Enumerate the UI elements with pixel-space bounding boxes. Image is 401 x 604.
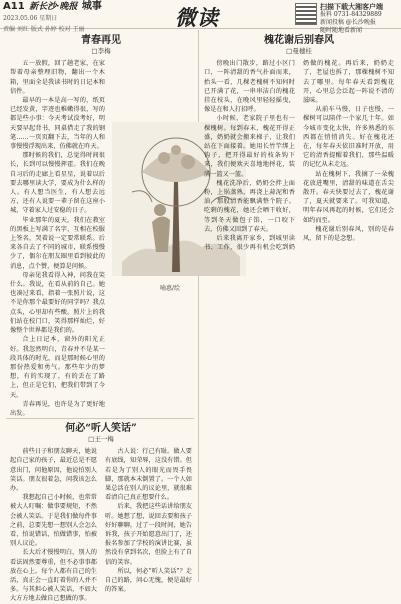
paragraph: 后来，我把这些话讲给朋友听。她想了想，说回去要和孩子好好聊聊。过了一段时间，她告诉我，孩子开始愿意出门了，还报名参加了学校的演讲比赛，虽然没有拿到名次，但脸上有了自信的笑容。	[105, 503, 192, 566]
paragraph: 后来我离开家乡，到城里读书、工作，很少再有机会吃到奶奶做的槐花。再后来，奶奶走了，老屋也拆了，那棵槐树不知去了哪里。每年春天看到槐花开，心里总会泛起一阵说不清的滋味。	[204, 60, 394, 252]
paragraph: 母亲见我看得入神，问我在笑什么。我说，在看从前的自己。她也凑过来看，指着一张照片说，这不是你那个最要好的同学吗？我点点头，心里却有些酸。照片上的我们站在校门口，笑得那样灿烂，好像整个世界都是我们的。	[10, 271, 105, 335]
paragraph: 长大后才慢慢明白，别人的看法固然要尊重，但不必事事都放在心上。每个人都有自己的生活，真正会一直盯着你的人并不多。与其担心被人笑话，不如大大方方地去做自己想做的事。	[10, 549, 97, 603]
paragraph: 从前车马慢，日子也慢，一棵树可以陪伴一个家几十年。如今城市变化太快，许多熟悉的东西都在悄悄消失。好在槐花还在，每年春天依旧准时开放，用它的清香提醒着我们，那些温暖的记忆从未走远。	[303, 106, 394, 169]
article-column	[10, 59, 105, 418]
article-columns	[10, 447, 192, 603]
contact-line: 随时随地看新闻	[320, 27, 363, 34]
newspaper-name: 新长沙·晚报	[29, 2, 78, 12]
article-author: □王一梅	[88, 435, 114, 443]
column-divider	[198, 30, 199, 582]
paragraph: 站在槐树下，我摘了一朵槐花放进嘴里，清甜的味道在舌尖散开。春天快要过去了，槐花谢了，夏天就要来了。可我知道，明年春风再起的时候，它们还会如约而至。	[303, 170, 394, 224]
paragraph: 最早的一本是高一写的，纸页已经发黄，字迹也稚嫩得很，写的都是些小事：今天考试没考好，明天要早起背书，同桌借走了我的钢笔……一页页翻下去，当年的人和事慢慢浮现出来，仿佛就在昨天。	[10, 97, 105, 151]
page-number: A11	[3, 1, 25, 12]
paragraph: 五一放假，回了趟老家，在家帮着母亲整理旧物，翻出一个木箱，里面全是我读书时的日记本和信件。	[10, 60, 105, 95]
contact-line: 报料 0731-84329889	[320, 11, 382, 18]
paragraph: 傍晚出门散步，路过小区门口，一阵清甜的香气扑面而来，抬头一看，几棵老槐树不知何时已开满了花，一串串洁白的槐花挂在枝头，在晚风里轻轻摇曳，像是在和人打招呼。	[204, 60, 295, 114]
section-name: 城事	[81, 1, 102, 12]
article-title: 青春再见	[81, 35, 121, 46]
header-contact	[320, 3, 383, 35]
paragraph: 槐花洗净后，奶奶会拌上面粉，上锅蒸熟，再浇上蒜泥和香油，那股清香能飘满整个院子。吃剩的槐花，她还会晒干收好，等到冬天做包子馅，一口咬下去，仿佛又回到了春天。	[204, 179, 295, 233]
paragraph: 前些日子和朋友聊天，她说起自己家的孩子，最近总是不愿意出门，问他原因，他说怕别人笑话。朋友很着急，问我该怎么办。	[10, 448, 97, 493]
article-author: □曼穗桂	[286, 47, 312, 55]
masthead	[3, 2, 102, 34]
paragraph: 槐花谢后别春风，别的是春风，留下的是念想。	[303, 225, 394, 243]
paragraph: 我想起自己小时候，也常常被大人叮嘱：做事要规矩，不然会被人笑话。于是我们做每件事之前，总要先想一想别人会怎么看，怕说错话，怕做错事，怕被别人议论。	[10, 494, 97, 548]
section-divider	[6, 418, 194, 419]
date-line: 2023.05.06 星期日	[3, 15, 58, 22]
section-logo: 微读	[175, 5, 219, 30]
download-prompt: 扫描下载大湘客户端	[320, 2, 383, 11]
page-header	[0, 0, 401, 34]
paragraph: 所以，何必“听人笑话”？走自己的路，问心无愧，便是最好的答案。	[105, 567, 192, 594]
article-locust-flower	[204, 34, 394, 574]
paragraph: 小时候，老家院子里也有一棵槐树。每到春末，槐花开得正盛，奶奶就会搬来梯子，让我们站在下面接着。她用长竹竿绑上钩子，把开得最好的枝条钩下来，我们便欢天喜地地捋花，装满一篮又一篮。	[204, 115, 295, 178]
illustration-caption: 喻惠/绘	[160, 285, 181, 292]
editor-line: 责编 刘红 版式 孙婷 校对 王丽	[3, 26, 85, 33]
article-author: □李梅	[91, 47, 111, 55]
paragraph: 毕业那年的夏天，我们在教室的黑板上写满了名字，互相在校服上签名，哭着说一定要常联系。后来各自去了不同的城市，联系慢慢少了，偶尔在朋友圈里看到彼此的消息，点个赞，便算是问候。	[10, 216, 105, 270]
article-title: 何必“听人笑话”	[65, 423, 137, 434]
article-laughed-at	[10, 422, 192, 603]
qr-code-icon	[295, 3, 317, 25]
paragraph: 青春再见，也许是为了更好地出发。	[10, 400, 105, 417]
contact-line: 新闻投稿 @长沙晚报	[320, 19, 376, 26]
paragraph: 合上日记本，窗外的阳光正好。我忽然明白，青春并不是某一段具体的时光，而是那时候心里的那份热爱和勇气。那些年少的梦想，有的实现了，有的丢在了路上，但正是它们，把我们带到了今天。	[10, 336, 105, 399]
article-title: 槐花谢后别春风	[264, 35, 334, 46]
paragraph: 那时候的我们，总觉得时间很长，长到可以慢慢挥霍。我们在晚自习后的走廊上看星星，说着以后要去哪里读大学，要成为什么样的人。有人想当医生，有人想去远方，还有人说要一辈子留在这座小城，守着家人过安稳的日子。	[10, 152, 105, 215]
article-columns	[204, 59, 394, 252]
paragraph: 古人说：行己有耻。做人要有底线，知荣辱，这没有错。但若是为了别人的眼光而畏手畏脚，那就本末倒置了。一个人如果总活在别人的议论里，就很难看清自己真正想要什么。	[105, 448, 192, 502]
